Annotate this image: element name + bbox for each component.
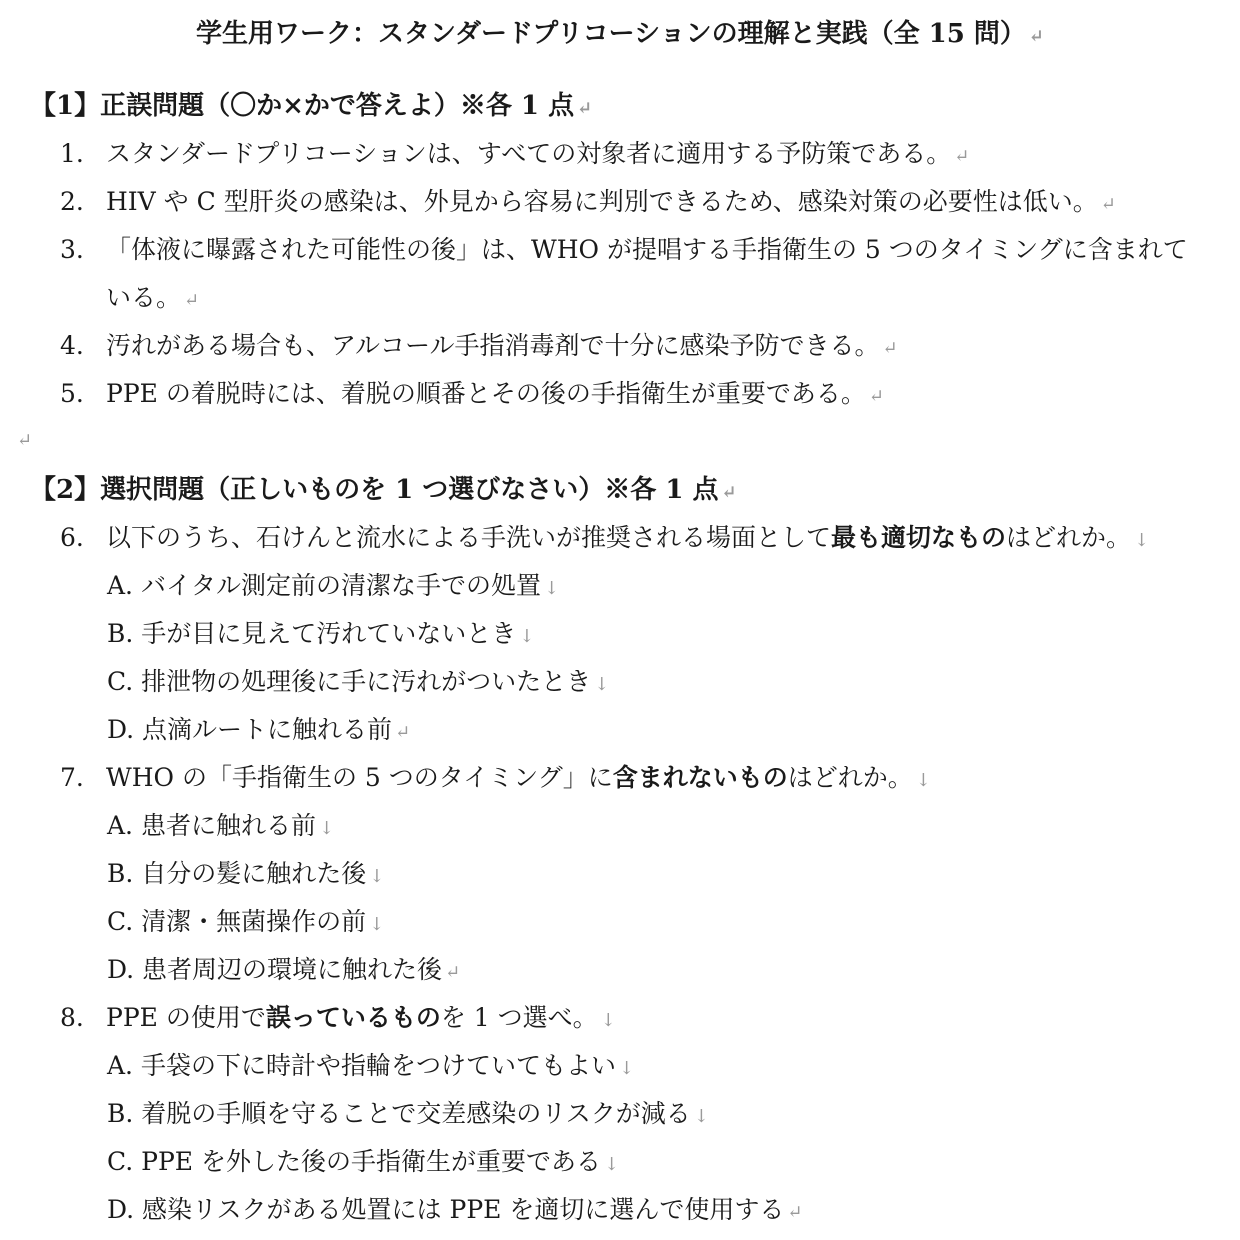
line-break-mark: ↓ bbox=[603, 1154, 620, 1175]
option-8b: B. 着脱の手順を守ることで交差感染のリスクが減る ↓ bbox=[107, 1099, 709, 1128]
line-break-mark: ↓ bbox=[693, 1106, 709, 1127]
option-7c: C. 清潔・無菌操作の前 ↓ bbox=[107, 907, 385, 936]
line-break-mark: ↓ bbox=[915, 770, 931, 791]
mc-question-8: 8. PPE の使用で誤っているものを 1 つ選べ。 ↓ bbox=[60, 1003, 616, 1032]
line-break-mark: ↓ bbox=[1134, 530, 1150, 551]
line-break-mark: ↓ bbox=[618, 1058, 635, 1079]
tf-question-1: 1. スタンダードプリコーションは、すべての対象者に適用する予防策である。 ↵ bbox=[60, 139, 970, 168]
paragraph-mark: ↵ bbox=[395, 722, 411, 743]
paragraph-mark: ↵ bbox=[577, 98, 593, 119]
section2-heading: 【2】選択問題（正しいものを 1 つ選びなさい）※各 1 点 ↵ bbox=[30, 475, 737, 505]
option-7d: D. 患者周辺の環境に触れた後 ↵ bbox=[107, 955, 461, 984]
paragraph-mark: ↵ bbox=[184, 290, 200, 311]
line-break-mark: ↓ bbox=[369, 914, 385, 935]
mc-question-7: 7. WHO の「手指衛生の 5 つのタイミング」に含まれないものはどれか。 ↓ bbox=[60, 763, 931, 792]
paragraph-mark: ↵ bbox=[1100, 194, 1116, 215]
option-6a: A. バイタル測定前の清潔な手での処置 ↓ bbox=[107, 571, 560, 600]
document-title: 学生用ワーク：スタンダードプリコーションの理解と実践（全 15 問） ↵ bbox=[196, 19, 1044, 49]
option-7b: B. 自分の髪に触れた後 ↓ bbox=[107, 859, 385, 888]
paragraph-mark: ↵ bbox=[721, 482, 737, 503]
paragraph-mark: ↵ bbox=[882, 338, 898, 359]
line-break-mark: ↓ bbox=[519, 626, 535, 647]
line-break-mark: ↓ bbox=[318, 818, 335, 839]
empty-paragraph bbox=[14, 430, 32, 451]
line-break-mark: ↓ bbox=[600, 1010, 616, 1031]
paragraph-mark: ↵ bbox=[17, 430, 33, 451]
option-6b: B. 手が目に見えて汚れていないとき ↓ bbox=[107, 619, 535, 648]
line-break-mark: ↓ bbox=[369, 866, 385, 887]
option-8c: C. PPE を外した後の手指衛生が重要である ↓ bbox=[107, 1147, 620, 1176]
tf-question-3: 3. 「体液に曝露された可能性の後」は、WHO が提唱する手指衛生の 5 つのタイミングに含まれて いる。 ↵ bbox=[60, 235, 1188, 312]
option-8a: A. 手袋の下に時計や指輪をつけていてもよい ↓ bbox=[107, 1051, 635, 1080]
paragraph-mark: ↵ bbox=[787, 1202, 803, 1223]
tf-question-5: 5. PPE の着脱時には、着脱の順番とその後の手指衛生が重要である。 ↵ bbox=[60, 379, 884, 408]
line-break-mark: ↓ bbox=[594, 674, 610, 695]
tf-question-2: 2. HIV や C 型肝炎の感染は、外見から容易に判別できるため、感染対策の必要性は低い。 ↵ bbox=[60, 187, 1116, 216]
paragraph-mark: ↵ bbox=[445, 962, 461, 983]
option-8d: D. 感染リスクがある処置には PPE を適切に選んで使用する ↵ bbox=[107, 1195, 803, 1224]
option-7a: A. 患者に触れる前 ↓ bbox=[107, 811, 335, 840]
paragraph-mark: ↵ bbox=[954, 146, 970, 167]
paragraph-mark: ↵ bbox=[1028, 26, 1044, 47]
option-6c: C. 排泄物の処理後に手に汚れがついたとき ↓ bbox=[107, 667, 610, 696]
line-break-mark: ↓ bbox=[543, 578, 560, 599]
paragraph-mark: ↵ bbox=[868, 386, 884, 407]
mc-question-6: 6. 以下のうち、石けんと流水による手洗いが推奨される場面として最も適切なものはどれか。 ↓ bbox=[60, 523, 1150, 552]
tf-question-4: 4. 汚れがある場合も、アルコール手指消毒剤で十分に感染予防できる。 ↵ bbox=[60, 331, 898, 360]
section1-heading: 【1】正誤問題（〇か×かで答えよ）※各 1 点 ↵ bbox=[30, 91, 593, 121]
option-6d: D. 点滴ルートに触れる前 ↵ bbox=[107, 715, 411, 744]
